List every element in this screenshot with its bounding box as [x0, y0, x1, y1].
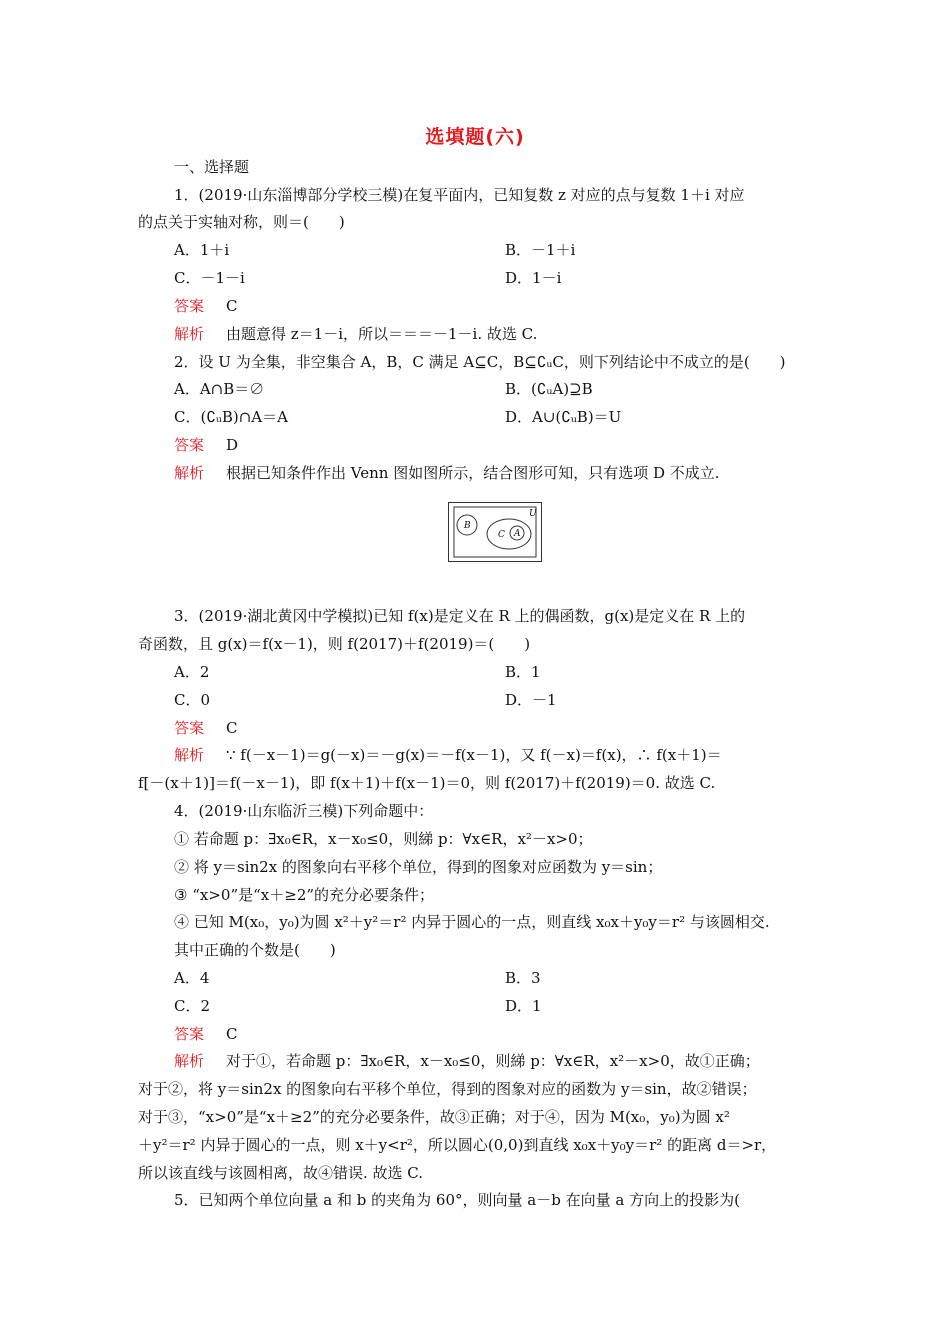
q4-statement-4: ④ 已知 M(x₀，y₀)为圆 x²＋y²＝r² 内异于圆心的一点，则直线 x₀x＋y₀y＝r² 与该圆相交. — [174, 913, 770, 931]
q2-option-c: C．(∁ᵤB)∩A＝A — [174, 408, 288, 426]
q4-analysis-line-2: 对于②，将 y＝sin2x 的图象向右平移个单位，得到的图象对应的函数为 y＝sin，故②错误； — [138, 1080, 757, 1098]
answer-label: 答案 — [174, 436, 205, 454]
answer-label: 答案 — [174, 297, 205, 315]
q3-option-d: D．－1 — [505, 691, 557, 709]
q3-line-2: 奇函数，且 g(x)＝f(x－1)，则 f(2017)＋f(2019)＝( ) — [138, 635, 531, 653]
q1-answer — [174, 296, 237, 316]
q4-statement-2: ② 将 y＝sin2x 的图象向右平移个单位，得到的图象对应函数为 y＝sin； — [174, 858, 663, 876]
q2-option-a: A．A∩B＝∅ — [174, 380, 265, 398]
q2-option-b: B．(∁ᵤA)⊇B — [505, 380, 593, 398]
analysis-label: 解析 — [174, 464, 205, 482]
q4-statement-3: ③ “x>0”是“x＋≥2”的充分必要条件； — [174, 886, 435, 904]
q1-option-b: B．－1＋i — [505, 241, 576, 259]
q3-option-c: C．0 — [174, 691, 211, 709]
q4-question: 其中正确的个数是( ) — [174, 941, 336, 959]
answer-value: C — [226, 297, 238, 315]
q4-analysis-line-4: ＋y²＝r² 内异于圆心的一点，则 x＋y<r²，所以圆心(0,0)到直线 x₀x＋y₀y＝r² 的距离 d＝>r， — [138, 1136, 777, 1154]
q5-line-1: 5．已知两个单位向量 a 和 b 的夹角为 60°，则向量 a－b 在向量 a 方向上的投影为( — [174, 1191, 740, 1209]
q1-option-d: D．1－i — [505, 269, 562, 287]
q3-line-1: 3．(2019·湖北黄冈中学模拟)已知 f(x)是定义在 R 上的偶函数，g(x)是定义在 R 上的 — [174, 607, 746, 625]
q2-answer — [174, 435, 238, 455]
q3-analysis — [174, 745, 722, 765]
q4-analysis-line-3: 对于③，“x>0”是“x＋≥2”的充分必要条件，故③正确；对于④，因为 M(x₀，y₀)为圆 x² — [138, 1108, 730, 1126]
analysis-text: 由题意得 z＝1－i，所以＝＝＝－1－i. 故选 C. — [226, 325, 538, 343]
q1-option-c: C．－1－i — [174, 269, 245, 287]
q4-option-b: B．3 — [505, 969, 541, 987]
q3-analysis-line-2: f[－(x＋1)]＝f(－x－1)，即 f(x＋1)＋f(x－1)＝0，则 f(2017)＋f(2019)＝0. 故选 C. — [138, 774, 716, 792]
answer-value: D — [226, 436, 239, 454]
q4-statement-1: ① 若命题 p：∃x₀∈R，x－x₀≤0，则綈 p：∀x∈R，x²－x>0； — [174, 830, 593, 848]
q3-option-b: B．1 — [505, 663, 541, 681]
q1-analysis — [174, 324, 537, 344]
q1-option-a: A．1＋i — [174, 241, 230, 259]
label-u: U — [529, 509, 537, 519]
analysis-text: ∵ f(－x－1)＝g(－x)＝－g(x)＝－f(x－1)，又 f(－x)＝f(x)，∴ f(x＋1)＝ — [226, 746, 722, 764]
analysis-label: 解析 — [174, 746, 205, 764]
section-heading: 一、选择题 — [174, 158, 250, 176]
page-title: 选填题(六) — [425, 126, 525, 148]
q2-line-1: 2．设 U 为全集，非空集合 A，B，C 满足 A⊆C，B⊆∁ᵤC，则下列结论中不成立的是( ) — [174, 353, 786, 371]
q3-answer — [174, 718, 237, 738]
label-c: C — [498, 530, 505, 540]
answer-label: 答案 — [174, 719, 205, 737]
q4-option-a: A．4 — [174, 969, 210, 987]
answer-value: C — [226, 1025, 238, 1043]
answer-label: 答案 — [174, 1025, 205, 1043]
q2-analysis — [174, 463, 720, 483]
q4-analysis — [174, 1051, 760, 1071]
q4-answer — [174, 1024, 237, 1044]
label-b: B — [464, 521, 471, 531]
analysis-text: 根据已知条件作出 Venn 图如图所示，结合图形可知，只有选项 D 不成立. — [226, 464, 720, 482]
venn-diagram — [448, 502, 542, 562]
q4-option-c: C．2 — [174, 997, 211, 1015]
analysis-label: 解析 — [174, 1052, 205, 1070]
q4-option-d: D．1 — [505, 997, 542, 1015]
answer-value: C — [226, 719, 238, 737]
q4-analysis-line-5: 所以该直线与该圆相离，故④错误. 故选 C. — [138, 1164, 424, 1182]
q4-line-1: 4．(2019·山东临沂三模)下列命题中： — [174, 802, 434, 820]
analysis-label: 解析 — [174, 325, 205, 343]
q2-option-d: D．A∪(∁ᵤB)＝U — [505, 408, 622, 426]
q1-line-1: 1．(2019·山东淄博部分学校三模)在复平面内，已知复数 z 对应的点与复数 1＋i 对应 — [174, 186, 745, 204]
q1-line-2: 的点关于实轴对称，则＝( ) — [138, 213, 345, 231]
label-a: A — [514, 529, 521, 539]
q3-option-a: A．2 — [174, 663, 210, 681]
analysis-text: 对于①，若命题 p：∃x₀∈R，x－x₀≤0，则綈 p：∀x∈R，x²－x>0，故①正确； — [226, 1052, 760, 1070]
